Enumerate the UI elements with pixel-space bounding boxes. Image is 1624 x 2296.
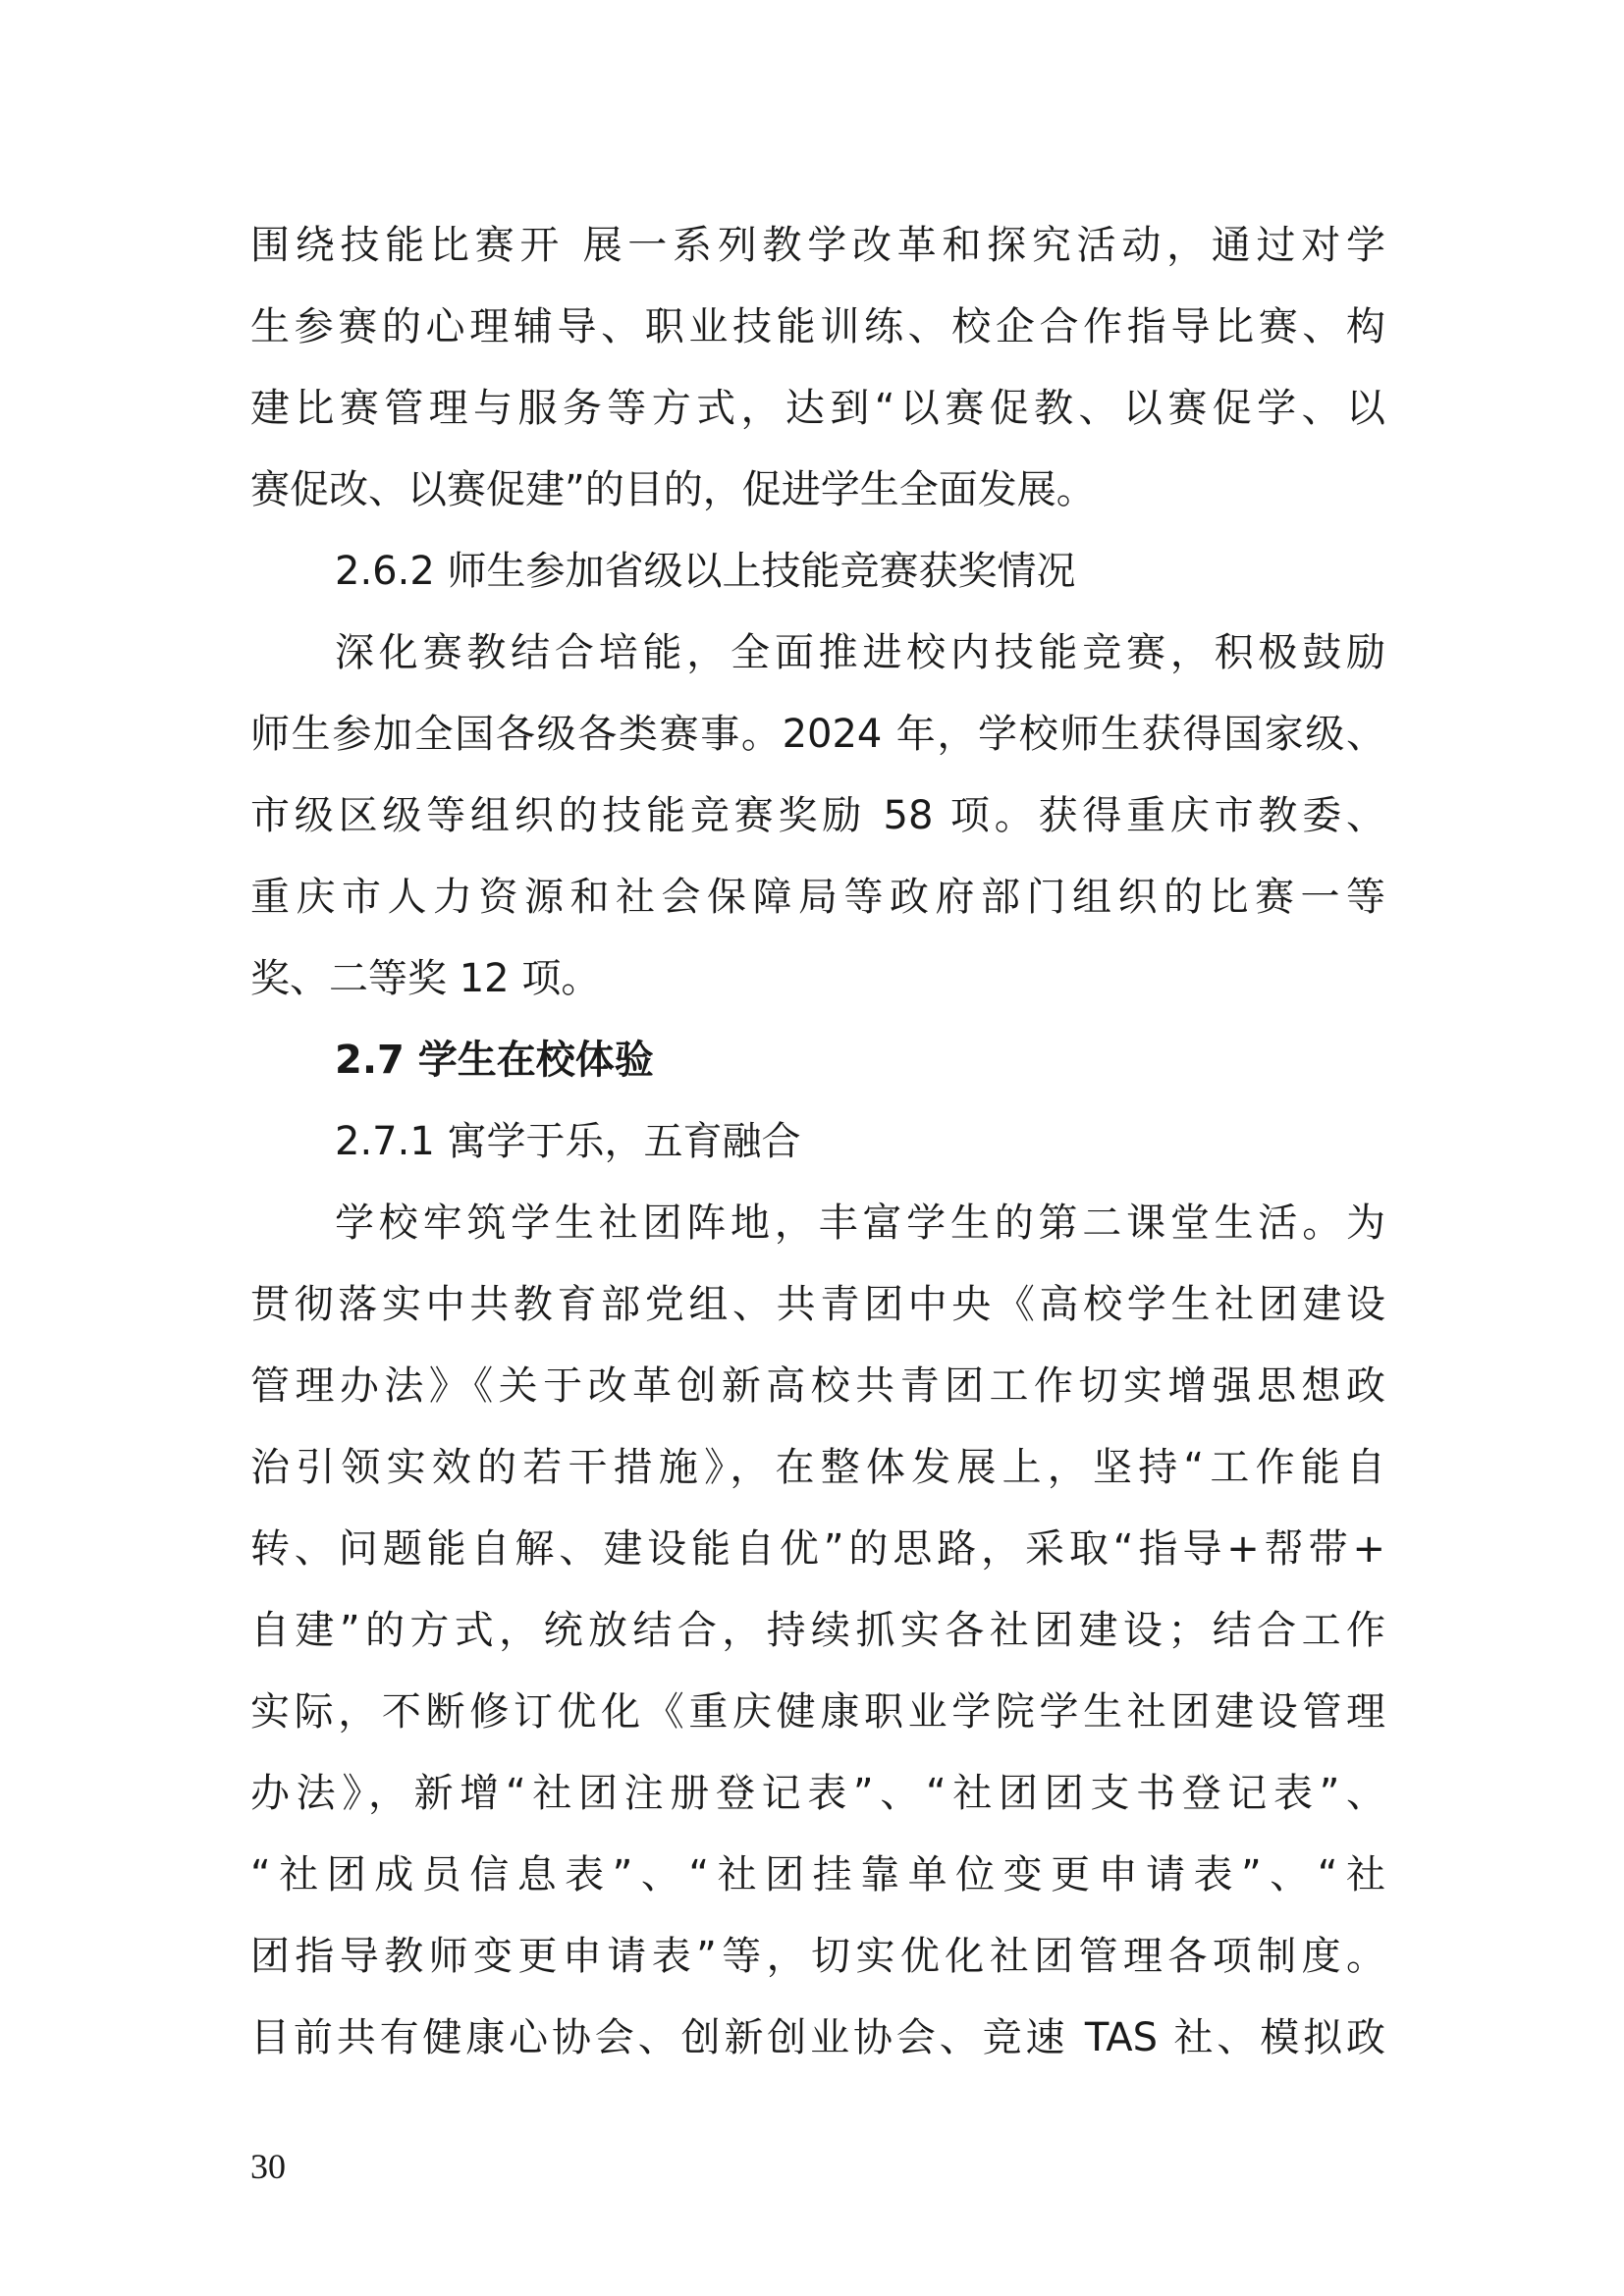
document-body bbox=[250, 205, 1385, 2079]
text-line: 生参赛的心理辅导、职业技能训练、校企合作指导比赛、构 bbox=[250, 304, 1385, 349]
text-line: 自建”的方式，统放结合，持续抓实各社团建设；结合工作 bbox=[250, 1608, 1385, 1653]
text-line: 实际，不断修订优化《重庆健康职业学院学生社团建设管理 bbox=[250, 1689, 1385, 1735]
text-line: 转、问题能自解、建设能自优”的思路，采取“指导+帮带+ bbox=[250, 1526, 1385, 1572]
text-line: 赛促改、以赛促建”的目的，促进学生全面发展。 bbox=[250, 467, 1096, 512]
text-line: 办法》，新增“社团注册登记表”、“社团团支书登记表”、 bbox=[250, 1771, 1385, 1816]
section-heading-2-6-2: 2.6.2 师生参加省级以上技能竞赛获奖情况 bbox=[335, 549, 1076, 594]
text-line: 奖、二等奖 12 项。 bbox=[250, 956, 601, 1001]
text-line: 市级区级等组织的技能竞赛奖励 58 项。获得重庆市教委、 bbox=[250, 793, 1385, 838]
section-heading-2-7: 2.7 学生在校体验 bbox=[335, 1038, 654, 1083]
text-line: 深化赛教结合培能，全面推进校内技能竞赛，积极鼓励 bbox=[335, 630, 1385, 675]
text-line: 治引领实效的若干措施》，在整体发展上，坚持“工作能自 bbox=[250, 1445, 1385, 1490]
text-line: 团指导教师变更申请表”等，切实优化社团管理各项制度。 bbox=[250, 1934, 1385, 1979]
text-line: 学校牢筑学生社团阵地，丰富学生的第二课堂生活。为 bbox=[335, 1201, 1385, 1246]
section-heading-2-7-1: 2.7.1 寓学于乐，五育融合 bbox=[335, 1119, 801, 1164]
text-line: 师生参加全国各级各类赛事。2024 年，学校师生获得国家级、 bbox=[250, 712, 1385, 757]
text-line: 建比赛管理与服务等方式，达到“以赛促教、以赛促学、以 bbox=[250, 386, 1385, 431]
text-line: 管理办法》《关于改革创新高校共青团工作切实增强思想政 bbox=[250, 1363, 1385, 1409]
text-line: 重庆市人力资源和社会保障局等政府部门组织的比赛一等 bbox=[250, 875, 1385, 920]
text-line: 围绕技能比赛开 展一系列教学改革和探究活动，通过对学 bbox=[250, 223, 1385, 268]
text-line: 贯彻落实中共教育部党组、共青团中央《高校学生社团建设 bbox=[250, 1282, 1385, 1327]
text-line: “社团成员信息表”、“社团挂靠单位变更申请表”、“社 bbox=[250, 1852, 1385, 1897]
text-line: 目前共有健康心协会、创新创业协会、竞速 TAS 社、模拟政 bbox=[250, 2015, 1385, 2060]
page-number: 30 bbox=[250, 2147, 286, 2186]
